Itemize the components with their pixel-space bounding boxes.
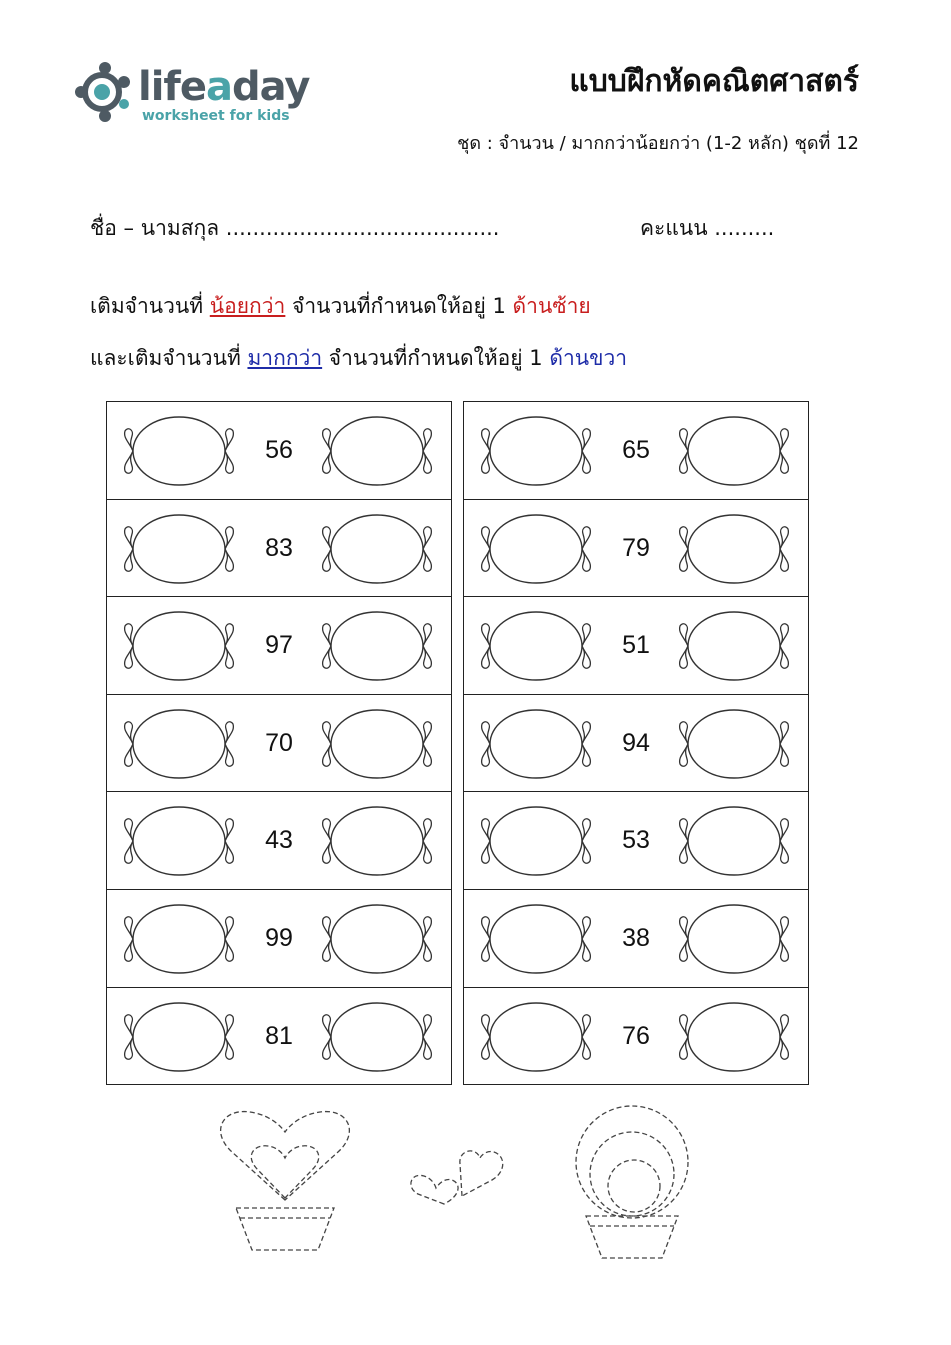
right-column [463, 401, 809, 1085]
given-number: 76 [622, 1021, 650, 1050]
logo-wordmark: lifeaday [138, 64, 310, 110]
candy-blank-less-icon[interactable] [119, 1000, 239, 1074]
given-number: 38 [622, 923, 650, 952]
candy-blank-more-icon[interactable] [674, 902, 794, 976]
small-hearts-icon [411, 1151, 503, 1204]
score-field: คะแนน ......... [640, 216, 775, 240]
row-right-7 [463, 988, 809, 1086]
circle-flowerpot-icon [576, 1106, 688, 1258]
given-number: 97 [265, 631, 293, 660]
row-left-6 [106, 890, 452, 988]
candy-blank-less-icon[interactable] [476, 1000, 596, 1074]
row-left-5 [106, 792, 452, 890]
given-number: 81 [265, 1021, 293, 1050]
candy-blank-more-icon[interactable] [674, 1000, 794, 1074]
given-number: 56 [265, 436, 293, 464]
row-right-1 [463, 401, 809, 500]
row-left-2 [106, 500, 452, 598]
candy-blank-more-icon[interactable] [317, 609, 437, 683]
keyword-more: มากกว่า [247, 346, 323, 370]
worksheet-subtitle: ชุด : จำนวน / มากกว่าน้อยกว่า (1-2 หลัก) ชุดที่ 12 [457, 133, 859, 154]
row-left-3 [106, 597, 452, 695]
instruction-1-middle: จำนวนที่กำหนดให้อยู่ 1 [285, 294, 513, 318]
side-right: ด้านขวา [549, 346, 628, 370]
name-field: ชื่อ – นามสกุล ......................................... [90, 216, 500, 240]
row-right-2 [463, 500, 809, 598]
logo-tagline: worksheet for kids [142, 108, 290, 124]
instruction-2-prefix: และเติมจำนวนที่ [90, 346, 248, 370]
candy-blank-more-icon[interactable] [674, 414, 794, 488]
given-number: 65 [622, 436, 650, 464]
candy-blank-more-icon[interactable] [317, 512, 437, 586]
row-left-4 [106, 695, 452, 793]
candy-blank-less-icon[interactable] [119, 902, 239, 976]
given-number: 43 [265, 826, 293, 855]
given-number: 53 [622, 826, 650, 855]
candy-blank-more-icon[interactable] [674, 512, 794, 586]
candy-blank-less-icon[interactable] [476, 609, 596, 683]
candy-blank-more-icon[interactable] [317, 414, 437, 488]
left-column [106, 401, 452, 1085]
candy-blank-more-icon[interactable] [317, 804, 437, 878]
candy-blank-less-icon[interactable] [119, 804, 239, 878]
given-number: 79 [622, 533, 650, 562]
candy-blank-less-icon[interactable] [119, 707, 239, 781]
row-right-4 [463, 695, 809, 793]
keyword-less: น้อยกว่า [209, 294, 286, 318]
given-number: 51 [622, 631, 650, 660]
candy-blank-less-icon[interactable] [119, 512, 239, 586]
row-right-3 [463, 597, 809, 695]
candy-blank-more-icon[interactable] [317, 902, 437, 976]
heart-flowerpot-icon [221, 1112, 350, 1250]
candy-blank-less-icon[interactable] [476, 902, 596, 976]
candy-blank-less-icon[interactable] [476, 414, 596, 488]
candy-blank-more-icon[interactable] [317, 1000, 437, 1074]
side-left: ด้านซ้าย [512, 294, 591, 318]
given-number: 99 [265, 923, 293, 952]
candy-blank-more-icon[interactable] [674, 609, 794, 683]
candy-blank-more-icon[interactable] [317, 707, 437, 781]
row-left-1 [106, 401, 452, 500]
candy-blank-less-icon[interactable] [476, 707, 596, 781]
worksheet-title: แบบฝึกหัดคณิตศาสตร์ [569, 64, 859, 99]
given-number: 94 [622, 728, 650, 757]
candy-blank-less-icon[interactable] [476, 512, 596, 586]
instruction-2-middle: จำนวนที่กำหนดให้อยู่ 1 [322, 346, 550, 370]
given-number: 83 [265, 533, 293, 562]
candy-blank-less-icon[interactable] [476, 804, 596, 878]
candy-blank-more-icon[interactable] [674, 707, 794, 781]
candy-blank-more-icon[interactable] [674, 804, 794, 878]
row-right-6 [463, 890, 809, 988]
tracing-decorations [0, 1100, 951, 1280]
logo-molecule-icon [72, 60, 136, 124]
row-left-7 [106, 988, 452, 1086]
logo [72, 58, 312, 128]
row-right-5 [463, 792, 809, 890]
candy-blank-less-icon[interactable] [119, 609, 239, 683]
instruction-line-1 [90, 290, 591, 323]
given-number: 70 [265, 728, 293, 757]
candy-blank-less-icon[interactable] [119, 414, 239, 488]
instruction-line-2 [90, 342, 627, 375]
instruction-1-prefix: เติมจำนวนที่ [90, 294, 210, 318]
